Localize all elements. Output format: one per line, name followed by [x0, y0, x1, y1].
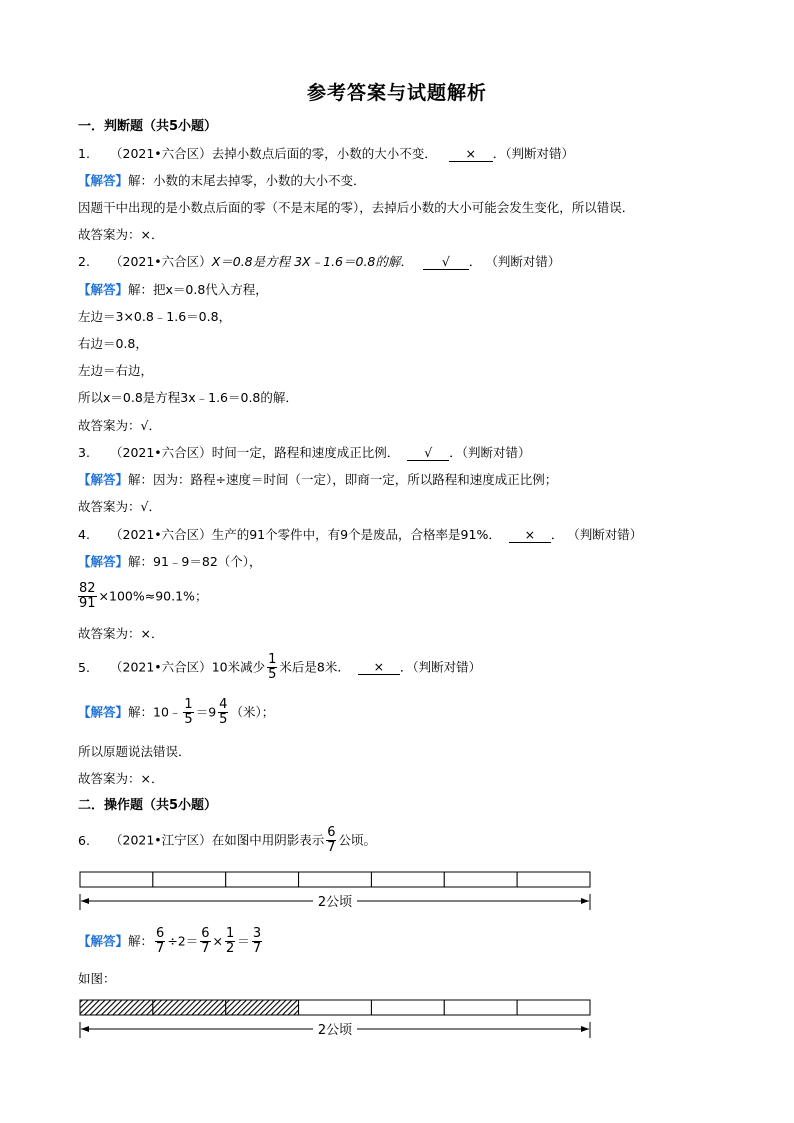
fraction-denominator: 5 — [219, 712, 228, 727]
question-2 — [78, 254, 560, 270]
arrow-right-icon — [581, 898, 589, 904]
answer-blank: × — [449, 147, 493, 162]
solution-1-line-2: 因题干中出现的是小数点后面的零（不是末尾的零），去掉后小数的大小可能会发生变化，所以错误． — [78, 200, 635, 215]
fraction-numerator: 3 — [252, 926, 262, 941]
fraction-denominator: 5 — [184, 712, 193, 727]
solution-text: × — [212, 933, 224, 949]
arrow-left-icon — [81, 898, 89, 904]
fraction-numerator: 6 — [327, 825, 336, 840]
solution-2-line-3: 右边＝0.8， — [78, 336, 148, 351]
question-tail: ．（判断对错） — [449, 445, 531, 460]
solution-text: 解：10﹣ — [128, 704, 182, 720]
figure-label: 如图： — [78, 971, 116, 986]
solution-text: ×100%≈90.1%； — [98, 588, 208, 604]
bar-segment — [299, 1000, 372, 1015]
fraction — [200, 927, 210, 956]
bar-segment — [153, 872, 226, 887]
question-6 — [78, 826, 376, 855]
fraction-denominator: 7 — [201, 941, 210, 956]
question-source: （2021•六合区） — [110, 254, 212, 269]
question-source: （2021•江宁区） — [110, 832, 212, 848]
question-number: 4. — [78, 527, 90, 542]
question-source: （2021•六合区） — [110, 527, 212, 542]
fraction — [155, 927, 165, 956]
question-5 — [78, 653, 481, 682]
answer-blank: √ — [407, 446, 449, 461]
solution-label: 【解答】 — [78, 173, 129, 188]
solution-3-line-1 — [78, 472, 557, 488]
solution-label: 【解答】 — [78, 472, 129, 487]
question-tail: ． （判断对错） — [468, 254, 561, 269]
fraction — [267, 653, 277, 682]
question-text: 10米减少 — [211, 659, 266, 675]
solution-5-line-1 — [78, 698, 274, 727]
shaded-segment — [153, 1000, 226, 1015]
answer-blank: × — [358, 660, 400, 675]
question-source: （2021•六合区） — [110, 146, 212, 161]
fraction-numerator: 1 — [226, 926, 235, 941]
solution-3-final: 故答案为：√． — [78, 499, 161, 514]
fraction-denominator: 5 — [268, 667, 277, 682]
question-4 — [78, 527, 642, 543]
solution-1-final: 故答案为：×． — [78, 227, 164, 242]
fraction — [225, 927, 235, 956]
solution-text: 解： — [128, 933, 154, 949]
bar-total-label: 2公顷 — [317, 1023, 353, 1038]
bar-total-label: 2公顷 — [317, 895, 353, 910]
solution-text: ÷2＝ — [167, 933, 199, 949]
solution-1-line-1 — [78, 173, 366, 189]
fraction-numerator: 1 — [268, 652, 277, 667]
fraction-denominator: 7 — [156, 941, 165, 956]
fraction-denominator: 2 — [226, 941, 235, 956]
bar-segment — [371, 1000, 444, 1015]
solution-text: 解：把x＝0.8代入方程， — [128, 282, 268, 297]
section-heading-judgment: 一．判断题（共5小题） — [78, 119, 218, 134]
solution-text: 解：因为：路程÷速度＝时间（一定），即商一定，所以路程和速度成正比例； — [128, 472, 558, 487]
question-number: 5. — [78, 659, 90, 675]
answer-blank: × — [509, 528, 551, 543]
fraction — [252, 927, 262, 956]
section-heading-operation: 二．操作题（共5小题） — [78, 798, 218, 813]
solution-2-line-1 — [78, 282, 268, 298]
question-tail: ．（判断对错） — [492, 146, 574, 161]
question-number: 3. — [78, 445, 90, 460]
fraction-numerator: 4 — [219, 697, 228, 712]
segment-bar-question — [78, 870, 594, 914]
question-source: （2021•六合区） — [110, 659, 212, 675]
page-title: 参考答案与试题解析 — [306, 82, 487, 104]
question-1 — [78, 146, 574, 162]
question-tail: ． （判断对错） — [550, 527, 643, 542]
question-number: 6. — [78, 832, 90, 848]
fraction-numerator: 6 — [201, 926, 210, 941]
solution-text: （米）； — [230, 704, 275, 720]
bar-segment — [371, 872, 444, 887]
solution-4-line-2 — [76, 582, 207, 611]
solution-4-final: 故答案为：×． — [78, 626, 164, 641]
question-number: 2. — [78, 254, 90, 269]
arrow-left-icon — [81, 1026, 89, 1032]
question-text: 去掉小数点后面的零，小数的大小不变． — [211, 146, 437, 161]
fraction — [78, 582, 97, 611]
solution-text: 解：小数的末尾去掉零，小数的大小不变． — [128, 173, 366, 188]
question-text: 生产的91个零件中，有9个是废品，合格率是91%． — [211, 527, 501, 542]
arrow-right-icon — [581, 1026, 589, 1032]
shaded-segment — [226, 1000, 299, 1015]
fraction-denominator: 7 — [252, 941, 262, 956]
question-text: 公顷。 — [338, 832, 376, 848]
question-3 — [78, 445, 530, 461]
solution-5-line-2: 所以原题说法错误． — [78, 744, 191, 759]
solution-label: 【解答】 — [78, 554, 129, 569]
solution-5-final: 故答案为：×． — [78, 771, 164, 786]
mixed-fraction — [218, 698, 228, 727]
fraction-denominator: 7 — [327, 840, 336, 855]
bar-segment — [444, 872, 517, 887]
bar-segment — [299, 872, 372, 887]
fraction-numerator: 6 — [156, 926, 165, 941]
solution-label: 【解答】 — [78, 704, 129, 720]
question-text: 米后是8米． — [279, 659, 350, 675]
solution-text: ＝9 — [195, 704, 217, 720]
question-text: 时间一定，路程和速度成正比例． — [211, 445, 400, 460]
solution-2-final: 故答案为：√． — [78, 418, 161, 433]
fraction — [326, 826, 336, 855]
solution-2-line-5: 所以x＝0.8是方程3x﹣1.6＝0.8的解． — [78, 390, 298, 405]
solution-2-line-2: 左边＝3×0.8﹣1.6＝0.8， — [78, 309, 232, 324]
solution-text: 解：91﹣9＝82（个）， — [128, 554, 262, 569]
bar-segment — [444, 1000, 517, 1015]
solution-label: 【解答】 — [78, 933, 129, 949]
bar-segment — [517, 1000, 590, 1015]
solution-2-line-4: 左边＝右边， — [78, 363, 154, 378]
solution-text: ＝ — [237, 933, 250, 949]
fraction-numerator: 82 — [79, 581, 96, 596]
shaded-segment — [80, 1000, 153, 1015]
question-tail: ．（判断对错） — [399, 659, 482, 675]
fraction — [183, 698, 193, 727]
solution-6-line-1 — [78, 927, 264, 956]
bar-segment — [80, 872, 153, 887]
fraction-denominator: 91 — [79, 596, 96, 611]
solution-label: 【解答】 — [78, 282, 129, 297]
answer-blank: √ — [423, 255, 469, 270]
fraction-numerator: 1 — [184, 697, 193, 712]
question-source: （2021•六合区） — [110, 445, 212, 460]
question-number: 1. — [78, 146, 90, 161]
question-text: X＝0.8是方程 3X﹣1.6＝0.8的解． — [211, 254, 413, 269]
solution-4-line-1 — [78, 554, 262, 570]
question-text: 在如图中用阴影表示 — [211, 832, 325, 848]
segment-bar-answer — [78, 998, 594, 1042]
bar-segment — [226, 872, 299, 887]
bar-segment — [517, 872, 590, 887]
